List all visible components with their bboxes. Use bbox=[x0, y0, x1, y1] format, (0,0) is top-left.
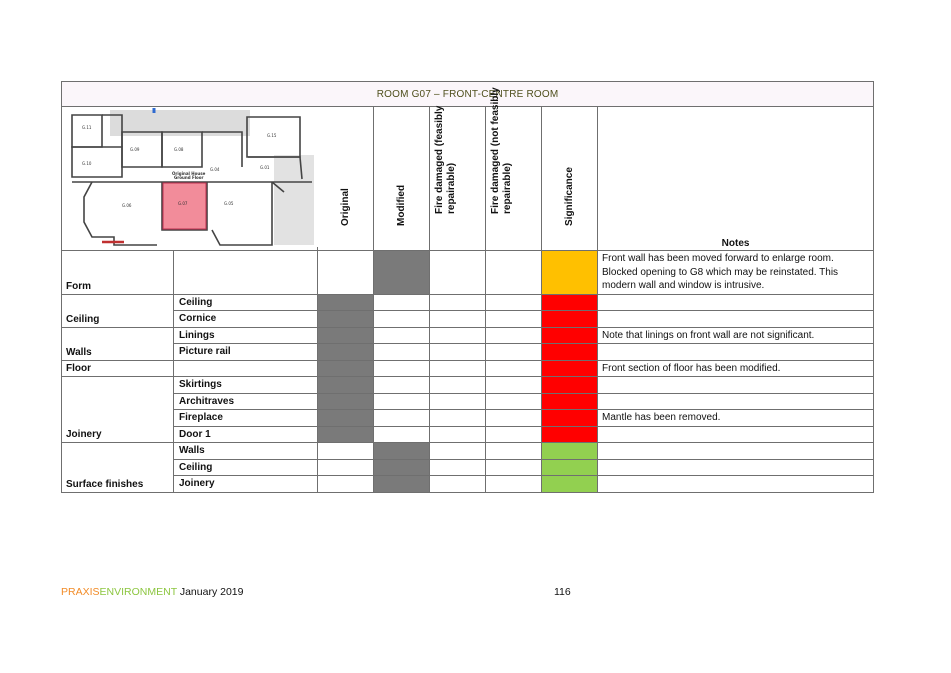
table-row bbox=[62, 426, 874, 443]
group-floor: Floor bbox=[62, 360, 174, 377]
significance-high bbox=[542, 426, 598, 443]
svg-text:G.07: G.07 bbox=[178, 201, 188, 206]
sub-ceiling: Ceiling bbox=[174, 294, 318, 311]
svg-text:G.01: G.01 bbox=[260, 165, 270, 170]
modified-mark bbox=[374, 459, 430, 476]
original-mark bbox=[318, 344, 374, 361]
col-original-header: Original bbox=[318, 107, 374, 251]
original-mark bbox=[318, 360, 374, 377]
significance-high bbox=[542, 294, 598, 311]
sub-skirtings: Skirtings bbox=[174, 377, 318, 394]
svg-text:Ground Floor: Ground Floor bbox=[174, 175, 204, 180]
note-floor: Front section of floor has been modified. bbox=[598, 360, 874, 377]
svg-text:G.04: G.04 bbox=[210, 167, 220, 172]
sub-architraves: Architraves bbox=[174, 393, 318, 410]
original-mark bbox=[318, 327, 374, 344]
group-joinery: Joinery bbox=[62, 377, 174, 443]
floor-plan-image bbox=[62, 107, 318, 247]
table-row bbox=[62, 360, 874, 377]
sub-sf-joinery: Joinery bbox=[174, 476, 318, 493]
svg-text:G.05: G.05 bbox=[224, 201, 234, 206]
original-mark bbox=[318, 311, 374, 328]
sub-sf-ceiling: Ceiling bbox=[174, 459, 318, 476]
significance-high bbox=[542, 327, 598, 344]
svg-text:G.15: G.15 bbox=[267, 133, 277, 138]
col-fire-not-feasible-header: Fire damaged (not feasibly repairable) bbox=[486, 107, 542, 251]
significance-high bbox=[542, 344, 598, 361]
table-row bbox=[62, 294, 874, 311]
significance-moderate bbox=[542, 251, 598, 295]
group-surface-finishes: Surface finishes bbox=[62, 443, 174, 493]
group-ceiling: Ceiling bbox=[62, 294, 174, 327]
original-mark bbox=[318, 410, 374, 427]
sub-picture-rail: Picture rail bbox=[174, 344, 318, 361]
sub-fireplace: Fireplace bbox=[174, 410, 318, 427]
heritage-assessment-table bbox=[61, 81, 874, 493]
table-row bbox=[62, 393, 874, 410]
svg-text:G.08: G.08 bbox=[174, 147, 184, 152]
brand-praxis: PRAXIS bbox=[61, 586, 100, 598]
table-row bbox=[62, 311, 874, 328]
note-form: Front wall has been moved forward to enlarge room. Blocked opening to G8 which may be reinstated. This modern wall and window is intrusive. bbox=[598, 251, 874, 295]
room-title: ROOM G07 – FRONT-CENTRE ROOM bbox=[62, 82, 874, 107]
col-significance-header: Significance bbox=[542, 107, 598, 251]
svg-text:G.11: G.11 bbox=[82, 125, 92, 130]
svg-text:Original House: Original House bbox=[172, 171, 206, 176]
original-mark bbox=[318, 393, 374, 410]
sub-cornice: Cornice bbox=[174, 311, 318, 328]
group-walls: Walls bbox=[62, 327, 174, 360]
original-mark bbox=[318, 294, 374, 311]
table-row bbox=[62, 251, 874, 295]
group-form: Form bbox=[62, 251, 174, 295]
svg-text:G.06: G.06 bbox=[122, 203, 132, 208]
modified-mark bbox=[374, 251, 430, 295]
footer-date: January 2019 bbox=[179, 586, 244, 598]
footer-brand bbox=[61, 586, 243, 598]
note-fireplace: Mantle has been removed. bbox=[598, 410, 874, 427]
table-row bbox=[62, 344, 874, 361]
col-modified-header: Modified bbox=[374, 107, 430, 251]
significance-high bbox=[542, 377, 598, 394]
significance-high bbox=[542, 410, 598, 427]
table-row bbox=[62, 410, 874, 427]
table-row bbox=[62, 443, 874, 460]
modified-mark bbox=[374, 443, 430, 460]
significance-high bbox=[542, 311, 598, 328]
note-linings: Note that linings on front wall are not significant. bbox=[598, 327, 874, 344]
svg-text:G.09: G.09 bbox=[130, 147, 140, 152]
table-row bbox=[62, 327, 874, 344]
brand-environment: ENVIRONMENT bbox=[99, 586, 177, 598]
table-row bbox=[62, 459, 874, 476]
significance-high bbox=[542, 360, 598, 377]
sub-sf-walls: Walls bbox=[174, 443, 318, 460]
svg-text:G.10: G.10 bbox=[82, 161, 92, 166]
significance-low bbox=[542, 459, 598, 476]
table-row bbox=[62, 476, 874, 493]
table-row bbox=[62, 377, 874, 394]
modified-mark bbox=[374, 476, 430, 493]
col-notes-header: Notes bbox=[598, 107, 874, 251]
page-number: 116 bbox=[554, 586, 571, 598]
significance-low bbox=[542, 443, 598, 460]
col-fire-feasible-header: Fire damaged (feasibly repairable) bbox=[430, 107, 486, 251]
floor-plan-cell bbox=[62, 107, 318, 251]
original-mark bbox=[318, 426, 374, 443]
significance-high bbox=[542, 393, 598, 410]
significance-low bbox=[542, 476, 598, 493]
original-mark bbox=[318, 377, 374, 394]
sub-door-1: Door 1 bbox=[174, 426, 318, 443]
sub-linings: Linings bbox=[174, 327, 318, 344]
